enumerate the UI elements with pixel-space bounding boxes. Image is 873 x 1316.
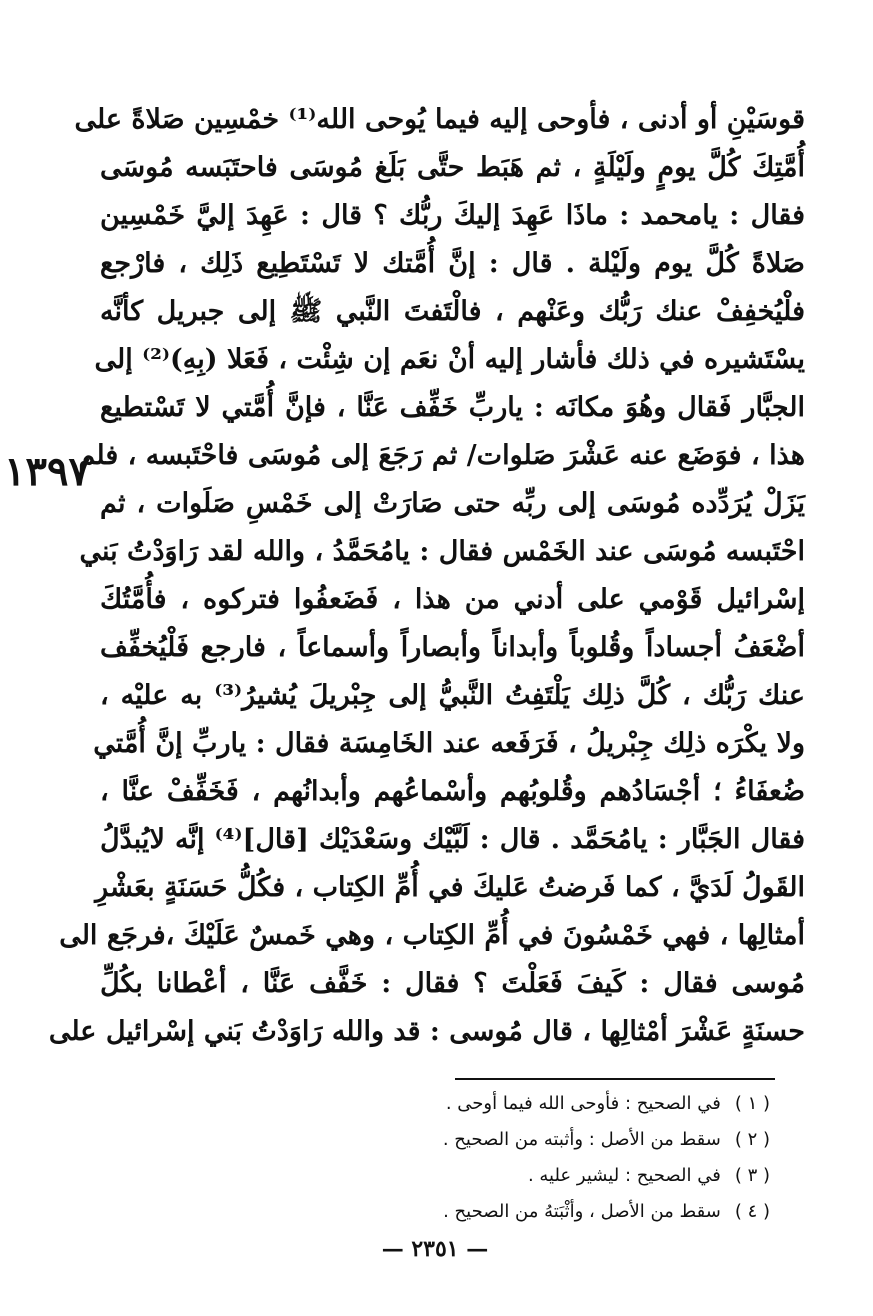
text-line: يسْتَشيره في ذلك فأشار إليه أنْ نعَم إن شِئْت ، فَعَلا (بِهِ)⁽²⁾ إلى <box>94 344 805 375</box>
text-line: ولا يكْرَه ذلِك جِبْريلُ ، فَرَفَعه عند الخَامِسَة فقال : ياربِّ إنَّ أُمَّتي <box>93 728 805 759</box>
footnote-4 <box>100 1194 770 1230</box>
footnote-number: ( ٢ ) <box>734 1129 770 1150</box>
text-line: فقال : يامحمد : ماذَا عَهِدَ إليكَ ربُّك ؟ قال : عَهِدَ إليَّ خَمْسِين <box>100 200 805 231</box>
footnote-divider <box>455 1078 775 1080</box>
text-line: الجبَّار فَقال وهُوَ مكانَه : ياربِّ خَفِّف عَنَّا ، فإنَّ أُمَّتي لا تَسْتطيع <box>100 392 805 423</box>
footnote-text: سقط من الأصل ، وأثْبَتهُ من الصحيح . <box>443 1201 721 1222</box>
text-line: هذا ، فوَضَع عنه عَشْرَ صَلوات/ ثم رَجَعَ إلى مُوسَى فاحْتَبسه ، فلم <box>78 440 805 471</box>
footnote-text: في الصحيح : ليشير عليه . <box>527 1165 721 1186</box>
text-line: فلْيُخفِفْ عنك رَبُّك وعَنْهم ، فالْتَفتَ النَّبي ﷺ إلى جبريل كأنَّه <box>100 296 805 327</box>
footnote-1 <box>100 1086 770 1122</box>
text-line: حسنَةٍ عَشْرَ أمْثالِها ، قال مُوسى : قد والله رَاوَدْتُ بَني إسْرائيل على <box>48 1016 805 1047</box>
main-text <box>48 96 805 1056</box>
text-line: احْتَبسه مُوسَى عند الخَمْس فقال : يامُحَمَّدُ ، والله لقد رَاوَدْتُ بَني <box>79 536 805 567</box>
text-line: إسْرائيل قَوْمي على أدني من هذا ، فَضَعفُوا فتركوه ، فأُمَّتُكَ <box>100 584 805 615</box>
footnote-number: ( ١ ) <box>734 1093 770 1114</box>
text-line: أُمَّتِكَ كُلَّ يومٍ ولَيْلَةٍ ، ثم هَبَط حتَّى بَلَغ مُوسَى فاحتَبَسه مُوسَى <box>100 152 805 183</box>
footnote-3 <box>100 1158 770 1194</box>
text-line: أمثالِها ، فهي خَمْسُونَ في أُمِّ الكِتاب ، وهي خَمسٌ عَلَيْكَ ،فرجَع الى <box>59 920 805 951</box>
footnotes <box>100 1086 770 1230</box>
text-line: قوسَيْنِ أو أدنى ، فأوحى إليه فيما يُوحى الله⁽¹⁾ خمْسِين صَلاةً على <box>74 104 805 135</box>
page-number: — ٢٣٥١ — <box>381 1236 489 1262</box>
text-line: مُوسى فقال : كَيفَ فَعَلْتَ ؟ فقال : خَفَّف عَنَّا ، أعْطانا بكُلِّ <box>100 968 805 999</box>
text-line: فقال الجَبَّار : يامُحَمَّد . قال : لَبَّيْك وسَعْدَيْك [قال]⁽⁴⁾ إنَّه لايُبدَّلُ <box>100 824 805 855</box>
text-line: القَولُ لَدَيَّ ، كما فَرضتُ عَليكَ في أُمِّ الكِتاب ، فكُلُّ حَسَنَةٍ بعَشْرِ <box>95 872 805 903</box>
footnote-2 <box>100 1122 770 1158</box>
text-line: ضُعفَاءُ ؛ أجْسَادُهم وقُلوبُهم وأسْماعُهم وأبدانُهم ، فَخَفِّفْ عنَّا ، <box>100 776 805 807</box>
text-line: عنك رَبُّك ، كُلَّ ذلِك يَلْتَفِتُ النَّبيُّ إلى جِبْريلَ يُشيرُ⁽³⁾ به عليْه ، <box>100 680 805 711</box>
footnote-number: ( ٤ ) <box>734 1201 770 1222</box>
text-line: أضْعَفُ أجساداً وقُلوباً وأبداناً وأبصاراً وأسماعاً ، فارجع فَلْيُخفِّف <box>100 632 805 663</box>
text-line: صَلاةً كُلَّ يوم ولَيْلة . قال : إنَّ أُمَّتك لا تَسْتَطِيع ذَلِك ، فارْجع <box>100 248 805 279</box>
footnote-text: في الصحيح : فأوحى الله فيما أوحى . <box>445 1093 721 1114</box>
footnote-text: سقط من الأصل : وأثبته من الصحيح . <box>442 1129 721 1150</box>
text-line: يَزَلْ يُرَدِّده مُوسَى إلى ربِّه حتى صَارَتْ إلى خَمْسِ صَلَوات ، ثم <box>100 488 805 519</box>
footnote-number: ( ٣ ) <box>734 1165 770 1186</box>
margin-page-reference: ١٣٩٧ <box>4 448 90 495</box>
